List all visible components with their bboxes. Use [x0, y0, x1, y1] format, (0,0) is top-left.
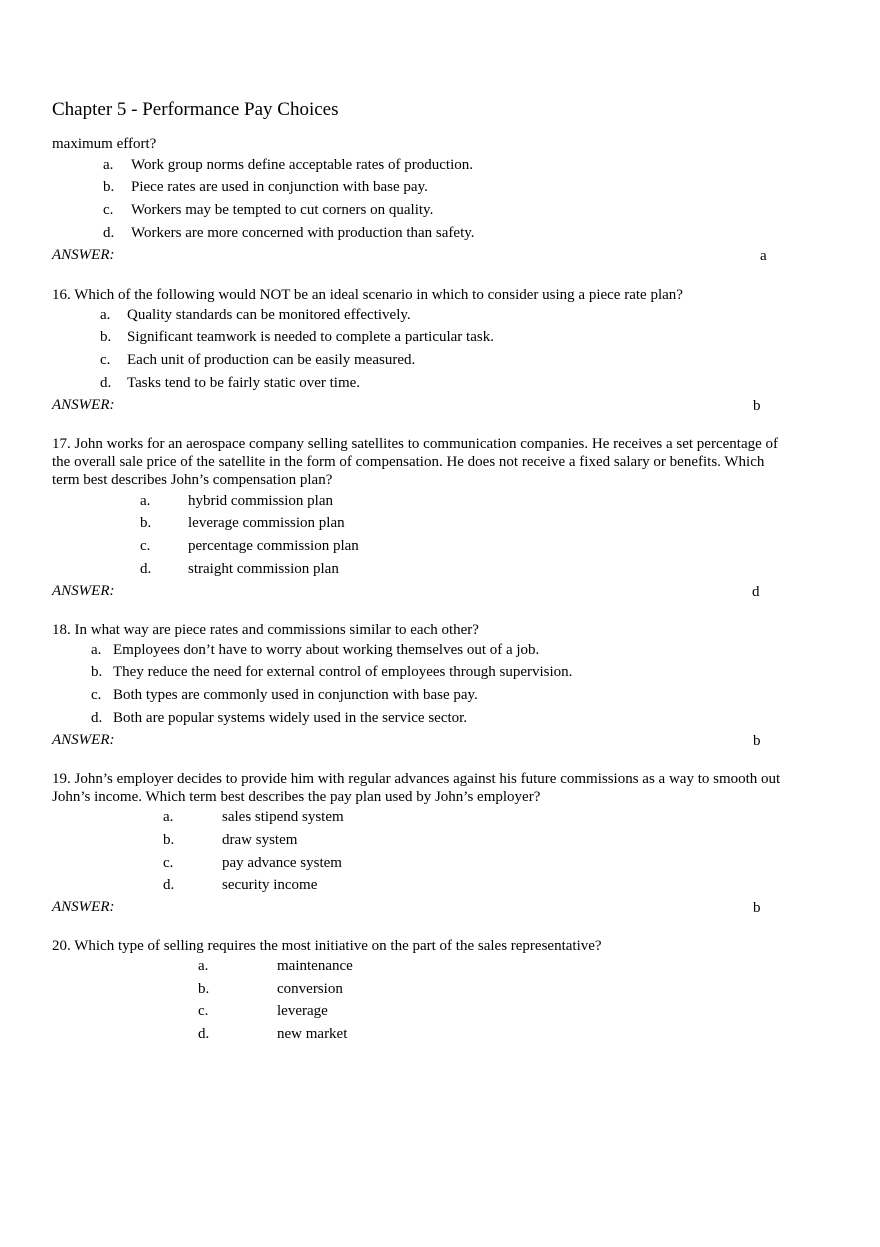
option-text: percentage commission plan — [188, 538, 359, 554]
option-text: Workers may be tempted to cut corners on quality. — [131, 202, 434, 218]
question-stem: maximum effort? — [52, 136, 157, 152]
answer-label: ANSWER: — [52, 899, 115, 915]
answer-value: b — [753, 398, 761, 414]
option-letter: a. — [91, 642, 102, 658]
answer-label: ANSWER: — [52, 732, 115, 748]
answer-label: ANSWER: — [52, 583, 115, 599]
option-text: Significant teamwork is needed to complete a particular task. — [127, 329, 494, 345]
answer-value: b — [753, 733, 761, 749]
option-letter: b. — [103, 179, 115, 195]
option-letter: c. — [198, 1003, 209, 1019]
option-text: hybrid commission plan — [188, 493, 333, 509]
question-stem: 16. Which of the following would NOT be an ideal scenario in which to consider using a piece rate plan? — [52, 287, 683, 303]
answer-label: ANSWER: — [52, 397, 115, 413]
option-text: maintenance — [277, 958, 353, 974]
option-text: security income — [222, 877, 318, 893]
option-text: They reduce the need for external control of employees through supervision. — [113, 664, 573, 680]
option-text: leverage commission plan — [188, 515, 345, 531]
option-letter: d. — [91, 710, 103, 726]
option-text: Both are popular systems widely used in the service sector. — [113, 710, 468, 726]
option-text: conversion — [277, 981, 343, 997]
option-text: new market — [277, 1026, 348, 1042]
option-letter: d. — [163, 877, 175, 893]
option-letter: a. — [140, 493, 151, 509]
option-letter: b. — [163, 832, 175, 848]
option-letter: d. — [103, 225, 115, 241]
answer-value: d — [752, 584, 760, 600]
option-letter: d. — [198, 1026, 210, 1042]
option-letter: a. — [100, 307, 111, 323]
option-text: Work group norms define acceptable rates of production. — [131, 157, 474, 173]
option-letter: b. — [100, 329, 112, 345]
option-letter: c. — [140, 538, 151, 554]
option-letter: c. — [103, 202, 114, 218]
question-stem-line: term best describes John’s compensation plan? — [52, 472, 333, 488]
question-stem-line: the overall sale price of the satellite in the form of compensation. He does not receive a fixed salary or benefits. Which — [52, 454, 765, 470]
option-letter: b. — [91, 664, 103, 680]
option-letter: a. — [163, 809, 174, 825]
answer-value: b — [753, 900, 761, 916]
option-text: straight commission plan — [188, 561, 339, 577]
option-text: Both types are commonly used in conjunction with base pay. — [113, 687, 478, 703]
option-letter: c. — [100, 352, 111, 368]
option-letter: c. — [91, 687, 102, 703]
option-text: Piece rates are used in conjunction with base pay. — [131, 179, 428, 195]
option-text: Quality standards can be monitored effectively. — [127, 307, 411, 323]
question-stem: 20. Which type of selling requires the most initiative on the part of the sales representative? — [52, 938, 602, 954]
option-letter: a. — [198, 958, 209, 974]
question-stem-line: John’s income. Which term best describes the pay plan used by John’s employer? — [52, 789, 541, 805]
option-letter: c. — [163, 855, 174, 871]
option-letter: a. — [103, 157, 114, 173]
option-text: draw system — [222, 832, 298, 848]
answer-label: ANSWER: — [52, 247, 115, 263]
answer-value: a — [760, 248, 767, 264]
question-stem-line: 17. John works for an aerospace company selling satellites to communication companies. He receives a set percentage of — [52, 436, 778, 452]
option-letter: d. — [140, 561, 152, 577]
option-text: Employees don’t have to worry about working themselves out of a job. — [113, 642, 540, 658]
option-text: leverage — [277, 1003, 328, 1019]
option-text: Tasks tend to be fairly static over time. — [127, 375, 361, 391]
option-text: Workers are more concerned with production than safety. — [131, 225, 475, 241]
option-text: Each unit of production can be easily measured. — [127, 352, 416, 368]
option-text: sales stipend system — [222, 809, 344, 825]
question-stem-line: 19. John’s employer decides to provide him with regular advances against his future commissions as a way to smooth out — [52, 771, 781, 787]
option-letter: b. — [140, 515, 152, 531]
option-letter: b. — [198, 981, 210, 997]
option-letter: d. — [100, 375, 112, 391]
question-stem: 18. In what way are piece rates and commissions similar to each other? — [52, 622, 479, 638]
page-title: Chapter 5 - Performance Pay Choices — [52, 99, 339, 120]
option-text: pay advance system — [222, 855, 342, 871]
